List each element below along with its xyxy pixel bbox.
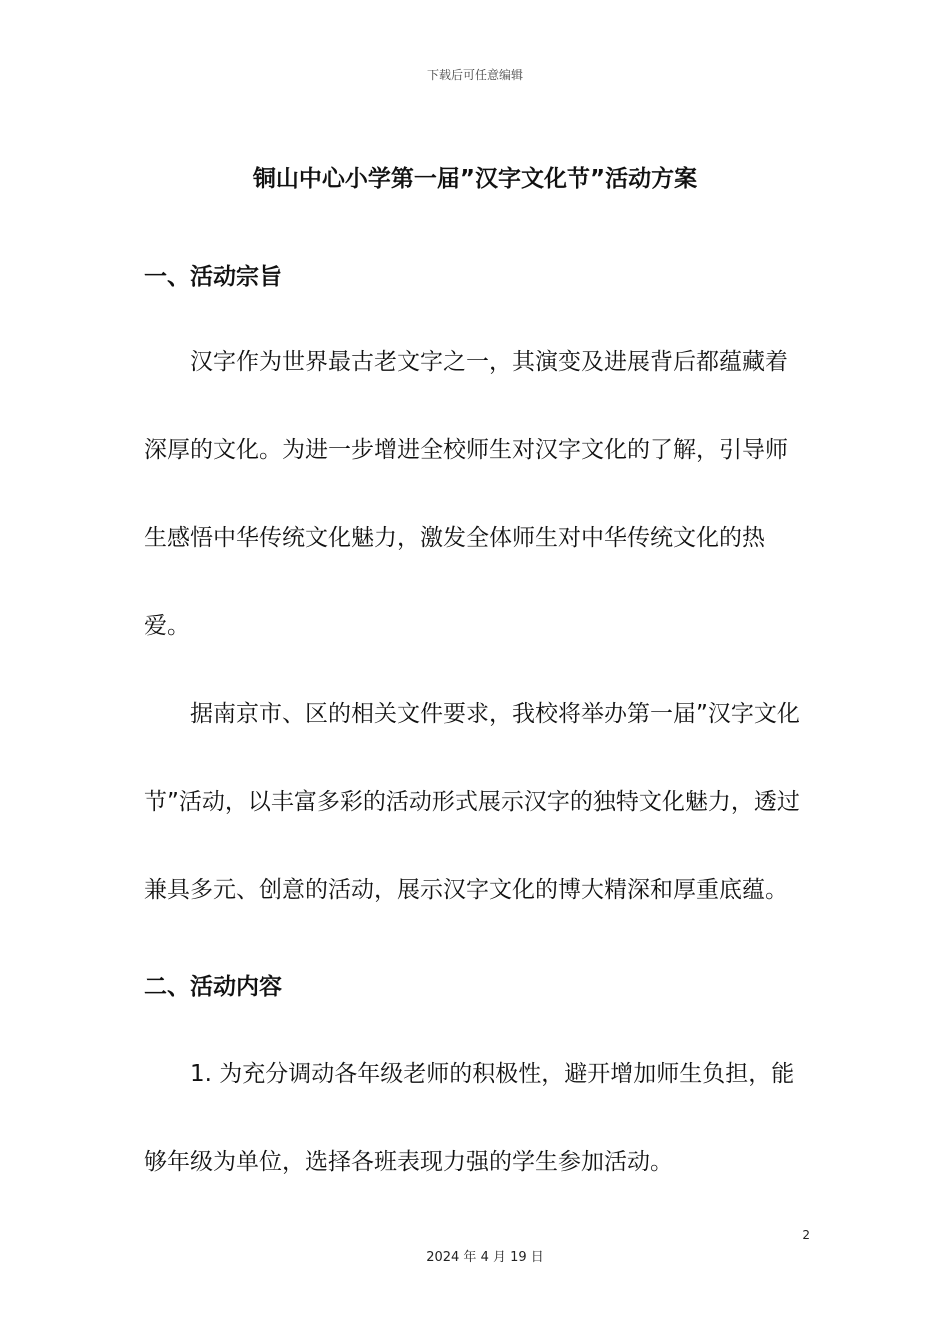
paragraph-line: 深厚的文化。为进一步增进全校师生对汉字文化的了解，引导师 [144,437,788,463]
paragraph-line: 生感悟中华传统文化魅力，激发全体师生对中华传统文化的热 [144,525,765,551]
page-number: 2 [802,1228,810,1242]
paragraph-line: 汉字作为世界最古老文字之一，其演变及进展背后都蕴藏着 [190,349,788,375]
paragraph-line: 爱。 [144,613,190,639]
paragraph-line: 兼具多元、创意的活动，展示汉字文化的博大精深和厚重底蕴。 [144,877,788,903]
section-heading-content: 二、活动内容 [144,974,282,1000]
section-heading-purpose: 一、活动宗旨 [144,264,282,290]
header-note: 下载后可任意编辑 [426,68,523,82]
footer-date: 2024 年 4 月 19 日 [426,1250,544,1265]
paragraph-line: 1. 为充分调动各年级老师的积极性，避开增加师生负担，能 [190,1061,795,1087]
paragraph-line: 节”活动，以丰富多彩的活动形式展示汉字的独特文化魅力，透过 [144,789,800,815]
document-title: 铜山中心小学第一届”汉字文化节”活动方案 [252,166,698,192]
paragraph-line: 据南京市、区的相关文件要求，我校将举办第一届”汉字文化 [190,701,800,727]
paragraph-line: 够年级为单位，选择各班表现力强的学生参加活动。 [144,1149,673,1175]
